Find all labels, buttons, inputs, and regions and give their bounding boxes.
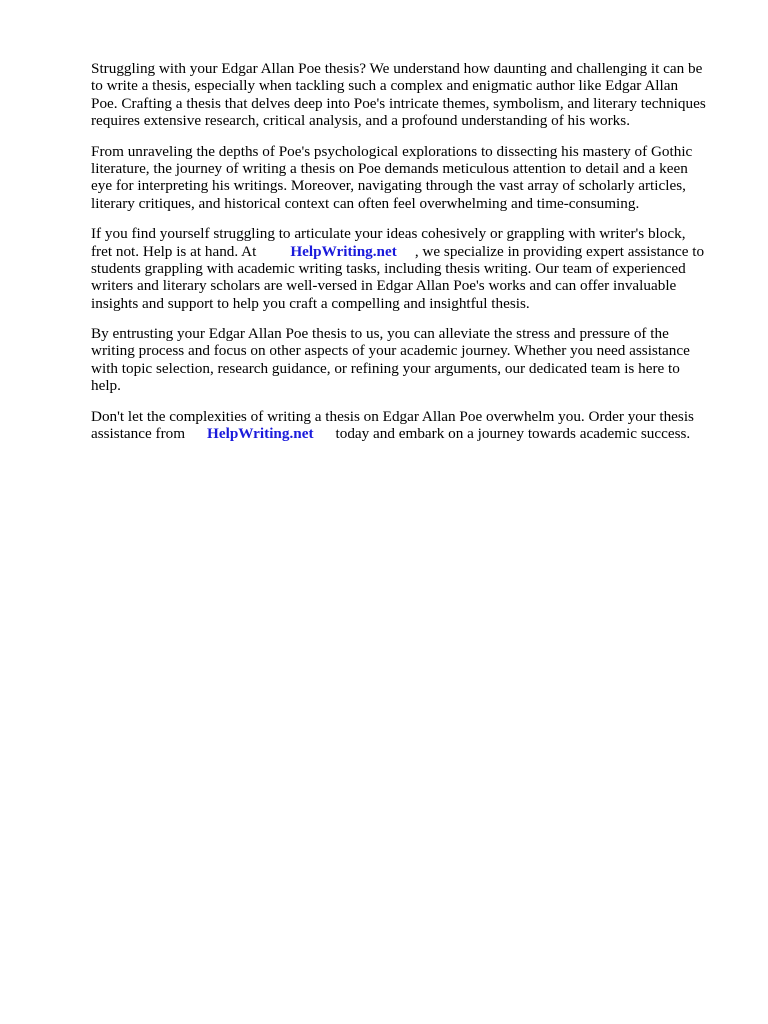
text-line: Struggling with your Edgar Allan Poe thesis? We understand how daunting and challenging it can be [91, 60, 703, 77]
text-segment: assistance from [91, 425, 186, 443]
text-line: Don't let the complexities of writing a thesis on Edgar Allan Poe overwhelm you. Order your thesis [91, 407, 694, 425]
text-line: writing process and focus on other aspects of your academic journey. Whether you need assistance [91, 342, 690, 360]
text-line: insights and support to help you craft a compelling and insightful thesis. [91, 294, 530, 312]
helpwriting-link[interactable]: HelpWriting.net [290, 242, 397, 260]
text-line: requires extensive research, critical analysis, and a profound understanding of his works. [91, 112, 630, 130]
paragraph-intro [91, 60, 731, 130]
paragraph-service [91, 225, 731, 312]
text-line: By entrusting your Edgar Allan Poe thesis to us, you can alleviate the stress and pressure of the [91, 325, 669, 343]
text-line: If you find yourself struggling to articulate your ideas cohesively or grappling with writer's block, [91, 225, 686, 243]
text-line: Poe. Crafting a thesis that delves deep into Poe's intricate themes, symbolism, and literary techniques [91, 94, 706, 112]
text-line: help. [91, 377, 121, 395]
text-segment: fret not. Help is at hand. At [91, 242, 257, 260]
helpwriting-link[interactable]: HelpWriting.net [207, 425, 314, 443]
text-line: students grappling with academic writing tasks, including thesis writing. Our team of experienced [91, 259, 686, 277]
text-line: literary critiques, and historical context can often feel overwhelming and time-consuming. [91, 194, 640, 212]
paragraph-call-to-action [91, 408, 731, 443]
text-line: literature, the journey of writing a thesis on Poe demands meticulous attention to detail and a keen [91, 159, 688, 177]
text-line: From unraveling the depths of Poe's psychological explorations to dissecting his mastery of Gothic [91, 142, 693, 160]
text-segment: today and embark on a journey towards academic success. [335, 425, 691, 443]
text-line: eye for interpreting his writings. Moreover, navigating through the vast array of scholarly articles, [91, 177, 686, 195]
text-line-with-link [91, 243, 731, 260]
text-segment: , we specialize in providing expert assistance to [414, 242, 705, 260]
paragraph-challenges [91, 143, 731, 213]
text-line: with topic selection, research guidance, or refining your arguments, our dedicated team is here to [91, 359, 680, 377]
paragraph-benefits [91, 325, 731, 395]
text-line: to write a thesis, especially when tackling such a complex and enigmatic author like Edgar Allan [91, 77, 679, 95]
text-line: writers and literary scholars are well-versed in Edgar Allan Poe's works and can offer invaluable [91, 277, 677, 295]
document-page [91, 60, 731, 455]
text-line-with-link [91, 425, 731, 442]
